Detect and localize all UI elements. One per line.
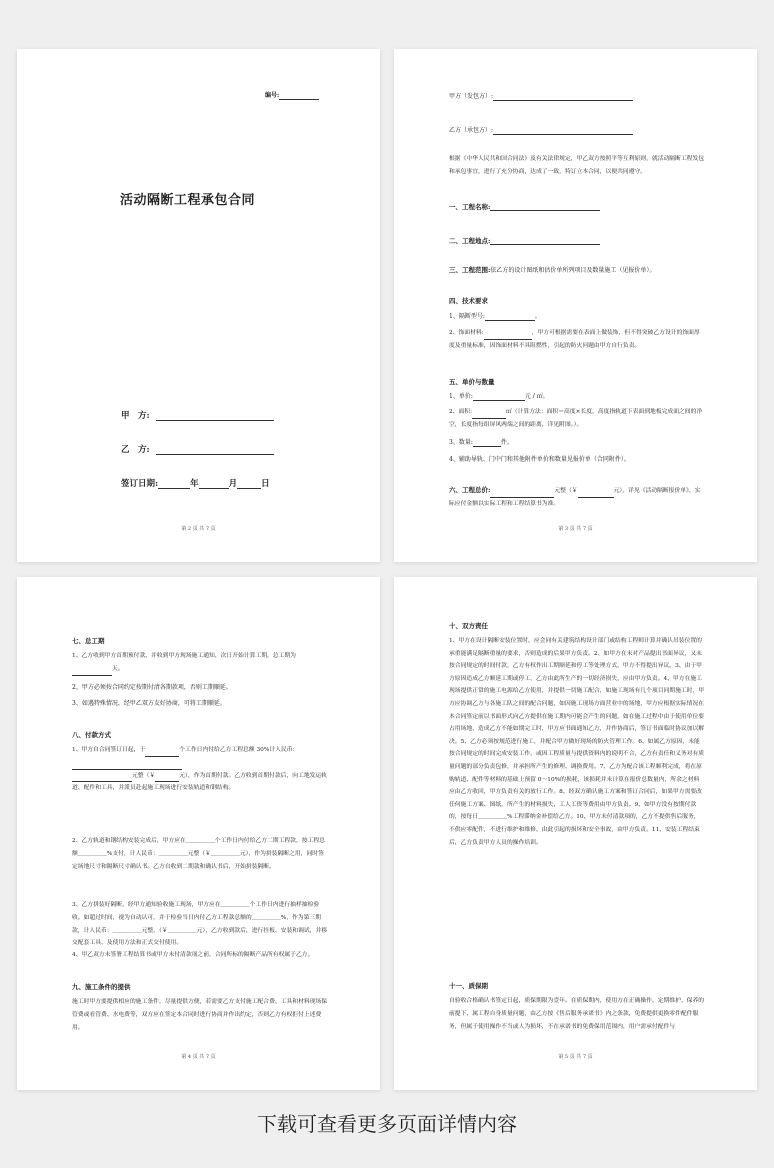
section-project-name: 一、工程名称: <box>449 202 600 211</box>
construction-conditions-body: 施工时甲方要提供相应的施工条件，尽量提供方便，若需要乙方支付施工配合费、工具和材料现场保管费或看管费、水电费等，双方应在签定本合同时进行协商并作出约定，否则乙方有权拒付上述费用。 <box>72 999 328 1031</box>
price-quantity: 3、数量: 件。 <box>449 439 513 446</box>
contract-page-5 <box>394 577 757 1090</box>
section-total-price: 六、工程总价: 元整（￥ 元），详见《活动隔断报价单》，实际应付金额以实际工程和工程结算书为准。 <box>449 486 701 507</box>
download-caption: 下载可查看更多页面详情内容 <box>257 1112 517 1136</box>
intro-paragraph: 根据《中华人民共和国合同法》及有关法律规定，甲乙双方按照平等互利原则，就活动隔断工程发包和承包事宜，进行了充分协商，达成了一致，特订立本合同，以便共同遵守。 <box>449 156 705 175</box>
party-b-line: 乙方（承包方）: <box>449 127 633 135</box>
contract-page-3 <box>394 49 757 562</box>
section-construction-conditions: 九、施工条件的提供 <box>72 983 131 991</box>
payment-4: 4、甲乙双方未签署工程结算书或甲方未付清款项之前，合同所标的隔断产品所有权属于乙方。 <box>72 952 314 958</box>
section-responsibilities: 十、双方责任 <box>449 622 488 630</box>
party-a-line: 甲方（发包方）: <box>449 93 633 101</box>
section-project-scope: 三、工程范围:依乙方的设计图纸和估价单所列项目及数量施工（见报价单）。 <box>449 266 656 274</box>
party-a-label: 甲 方: <box>121 411 150 421</box>
sign-date: 签订日期: 年 月 日 <box>121 479 270 489</box>
party-b-label: 乙 方: <box>121 445 150 455</box>
price-unit: 1、单价: 元 / ㎡。 <box>449 393 549 400</box>
section-warranty: 十一、质保期 <box>449 982 488 990</box>
section-duration: 七、总工期 <box>72 637 105 645</box>
page-footer: 第 5 页 共 7 页 <box>558 1054 593 1060</box>
payment-3: 3、乙方拼装好隔断，经甲方通知验收施工现场，甲方应在＿＿＿＿＿个工作日内进行抽样抽检验收。如超过时间，视为自动认可，并于检验当日内付乙方工程款总额的＿＿＿＿＿%，作为第三期款，计人民币：＿＿＿＿＿元整，（￥＿＿＿＿＿元），乙方收到款后，进行挂板、安装和调试，并移交配套工具、及使用方法和正式交付使用。 <box>72 902 328 947</box>
contract-title: 活动隔断工程承包合同 <box>120 193 256 208</box>
payment-1: 1、甲方自合同签订日起，于 个工作日内付给乙方工程总额 30%计人民币: 元整（￥ 元），作为首期付款。乙方收到首期付款后，向工地发运轨道、配件和工具，并派员赴起施工现场进行安装轨道和钢结构。 <box>72 747 328 792</box>
page-footer: 第 2 页 共 7 页 <box>181 526 216 532</box>
tech-req-2: 2、饰面材料: ，甲方可根据需要在表面上做装饰，但不得突破乙方设计的饰面厚度及重量标准，因饰面材料不具阻燃性，引起的防火问题由甲方自行负责。 <box>449 330 700 349</box>
section-tech-requirements: 四、技术要求 <box>449 297 488 305</box>
duration-1: 1、乙方收到甲方首期预付款，并收到甲方现场施工通知，次日开始计算工期，总工期为 天。 <box>72 650 328 676</box>
signature-party-b <box>121 443 274 455</box>
page-footer: 第 4 页 共 7 页 <box>181 1054 216 1060</box>
price-area: 2、面积: ㎡（计算方法：面积＝高度×长度，高度指轨道下表面到地板完成面之间的净空，长度指每组屏风两端之间的距离，详见附图。）。 <box>449 409 703 428</box>
duration-2: 2、甲方必须按合同约定按期付清各期款项，否则工期顺延。 <box>72 684 232 691</box>
contract-page-4 <box>17 577 380 1090</box>
signature-party-a <box>121 409 274 421</box>
warranty-body: 自验收合格确认书签定日起，质保期限为壹年。在质保期内，使用方在正确操作、定期维护、保养的前提下，属工程自身质量问题，由乙方按《售后服务承诺书》内之条款，免费提供更换零件配件服务，但属于使用操作不当或人为损坏，不在承诺书的免费保用范围内，用户需承付配件与 <box>449 998 705 1030</box>
section-payment: 八、付款方式 <box>72 731 111 739</box>
page-footer: 第 3 页 共 7 页 <box>558 526 593 532</box>
contract-number <box>265 92 319 100</box>
section-project-location: 二、工程地点: <box>449 236 600 245</box>
responsibilities-body: 1、甲方在设计隔断安装位置时，应会同有关建筑结构设计部门或结构工程师计算并确认吊装位置的承重能满足隔断重量的要求，否则造成的后果甲方负责。2、如甲方在未对产品提出书面异议，又未按合同规定的时间付款，乙方有权作出工期顺延和停工等处理方式，甲方不得提出异议。3、由于甲方原因造成乙方顺延工期或停工，乙方由此所生产的一切经济损失，应由甲方负责。4、甲方在施工现场提供正常的施工电源给乙方使用，并提供一切施工配合，如施工现场有几个项目同期施工时，甲方应协调乙方与各施工队之间的配合问题，如因施工现场方面营业中的场地，甲方应根据实际情况在本合同签定前以书面形式向乙方提供在施工期内可能会产生的问题，如在施工过程中由于使用单位要占用场地，造成乙方不能如期完工时，甲方应书面通知乙方，并作协商后，签订书面临时协议加以解决。5、乙方必须按规范进行施工，并配合甲方做好现场的防火管理工作。6、如属乙方原因，未能按合同规定的时间完成安装工作，或因工程质量与提供资料内的说明不合，乙方有责任和义务对有质量问题的部分负责包修，并承担所产生的修理、调换费用。7、乙方为配合该工程顺利完成，将在原购轨道、配件等材料的基础上预留 0～10%的损耗，该损耗并未计算在报价总数量内，所余之材料应由乙方收回，甲方负责有关的放行工作。8、经双方确认施工方案和签订合同后，如果甲方需要改任何施工方案、图纸，所产生的材料损失、工人工资等费用由甲方负责。9、如甲方没有按期付款的，按每日＿＿＿＿＿%工程滞纳金补偿给乙方。10、甲方未付清款项的，乙方不提供售后服务，不供应零配件，不进行维护和维修，由此引起的损坏和安全事故，由甲方负责。11、安装工程结束后，乙方负责甲方人员的操作培训。 <box>449 638 705 846</box>
price-accessories: 4、辅助导轨、门中门和其他附件单价和数量见报价单（合同附件）。 <box>449 456 630 463</box>
duration-3: 3、如遇特殊情况，经甲乙双方友好协商，可将工期顺延。 <box>72 700 226 707</box>
contract-number-label: 编号: <box>265 92 280 99</box>
payment-2: 2、乙方轨道和钢结构安装完成后，甲方应在＿＿＿＿＿个工作日内付给乙方二期工程款，按工程总额＿＿＿＿＿%支付，计人民币：＿＿＿＿＿元整（￥＿＿＿＿＿元），作为拼装隔断之用，同时签定场地尺寸和隔断尺寸确认书。乙方自收到二期款和确认书后，开始拼装隔断。 <box>72 838 325 870</box>
tech-req-1: 1、隔断型号: 。 <box>449 313 541 320</box>
section-price-quantity: 五、单价与数量 <box>449 378 495 386</box>
contract-page-cover <box>17 49 380 562</box>
sign-date-label: 签订日期: <box>121 479 159 489</box>
